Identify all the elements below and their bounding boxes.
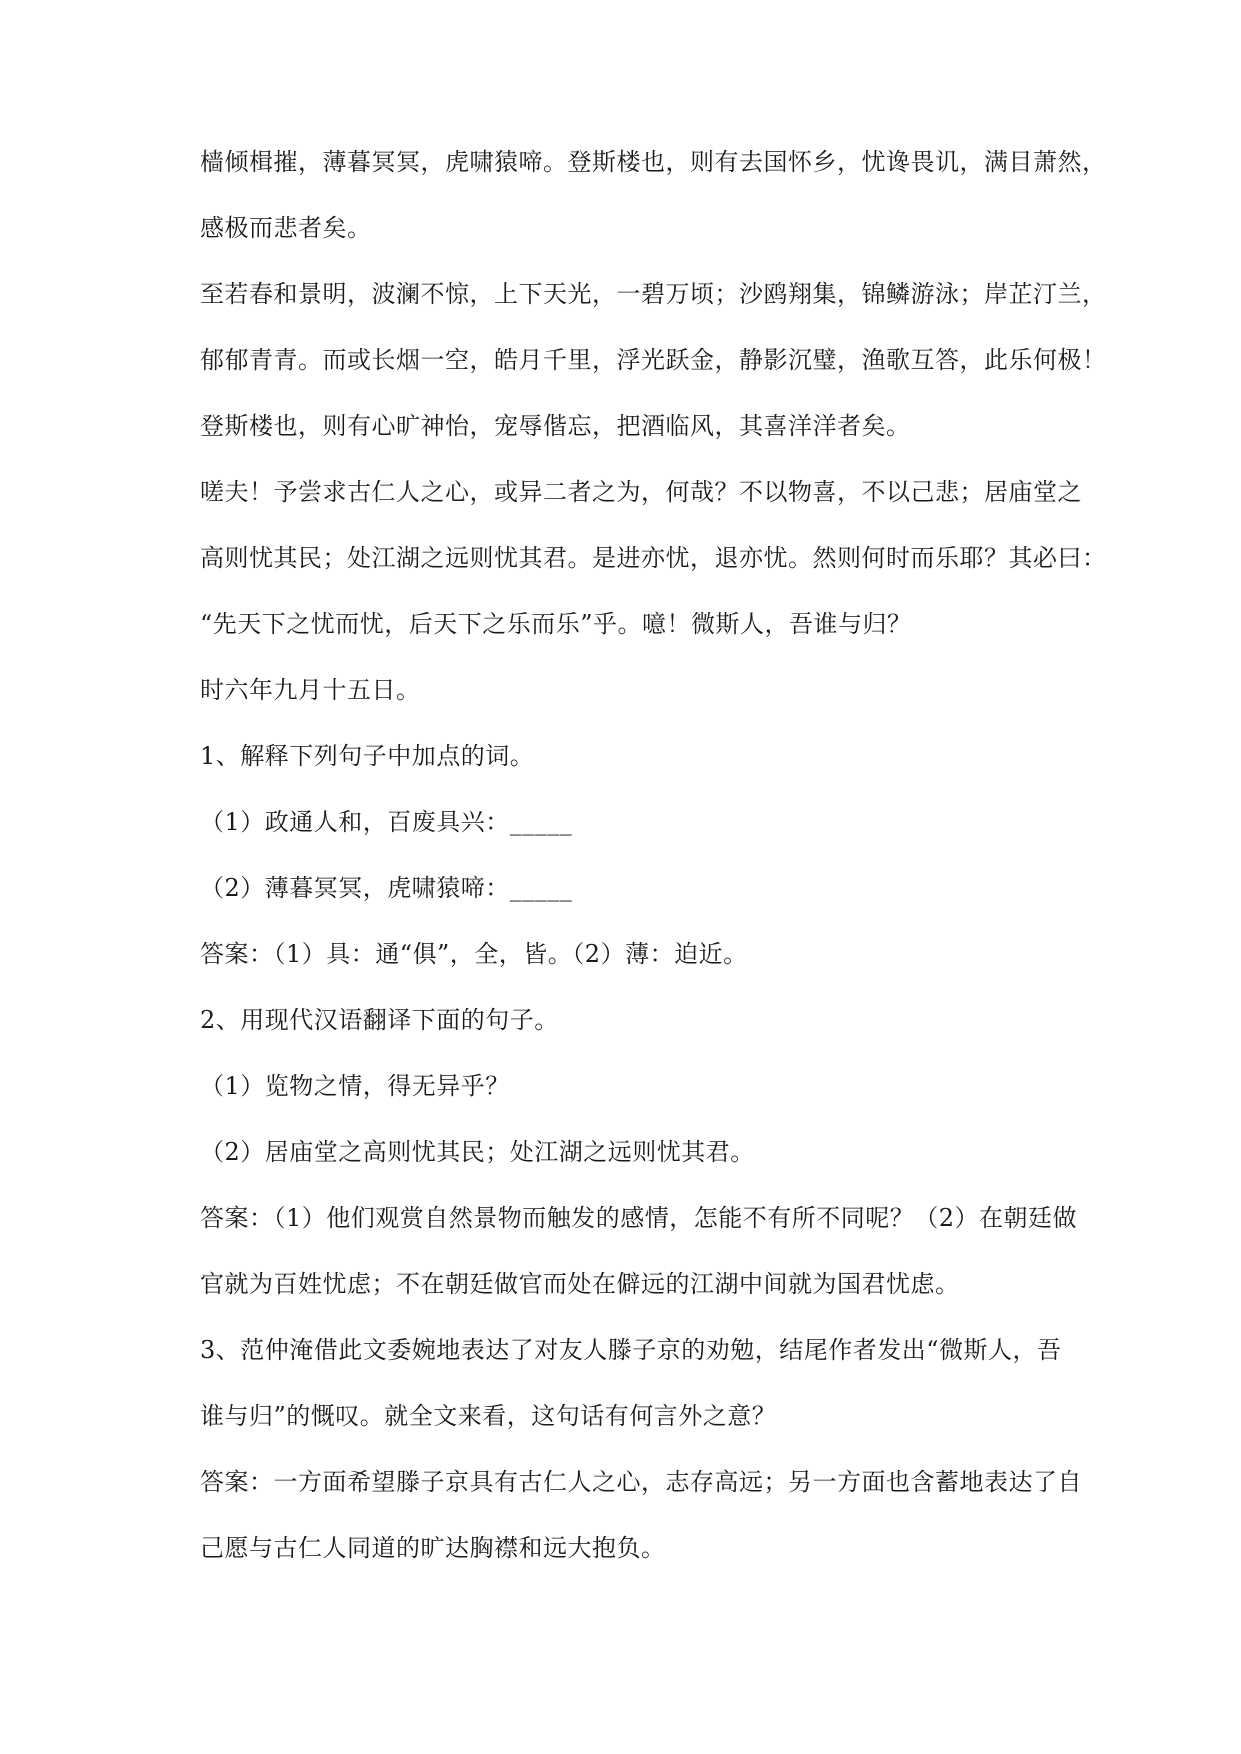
text-line: “先天下之忧而忧，后天下之乐而乐”乎。噫！微斯人，吾谁与归？ bbox=[200, 610, 912, 638]
question-1-item-1: （1）政通人和，百废具兴：_____ bbox=[200, 808, 573, 836]
answer-3: 答案：一方面希望滕子京具有古仁人之心，志存高远；另一方面也含蓄地表达了自 bbox=[200, 1468, 1082, 1496]
question-1: 1、解释下列句子中加点的词。 bbox=[200, 742, 535, 770]
answer-3-continued: 己愿与古仁人同道的旷达胸襟和远大抱负。 bbox=[200, 1534, 666, 1562]
text-line: 樯倾楫摧，薄暮冥冥，虎啸猿啼。登斯楼也，则有去国怀乡，忧谗畏讥，满目萧然， bbox=[200, 148, 1107, 176]
text-line: 嗟夫！予尝求古仁人之心，或异二者之为，何哉？不以物喜，不以己悲；居庙堂之 bbox=[200, 478, 1082, 506]
text-line: 郁郁青青。而或长烟一空，皓月千里，浮光跃金，静影沉璧，渔歌互答，此乐何极！ bbox=[200, 346, 1107, 374]
question-2: 2、用现代汉语翻译下面的句子。 bbox=[200, 1006, 559, 1034]
question-2-item-1: （1）览物之情，得无异乎？ bbox=[200, 1072, 510, 1100]
question-2-item-2: （2）居庙堂之高则忧其民；处江湖之远则忧其君。 bbox=[200, 1138, 755, 1166]
question-1-item-2: （2）薄暮冥冥，虎啸猿啼：_____ bbox=[200, 874, 573, 902]
text-line: 高则忧其民；处江湖之远则忧其君。是进亦忧，退亦忧。然则何时而乐耶？其必曰： bbox=[200, 544, 1107, 572]
question-3: 3、范仲淹借此文委婉地表达了对友人滕子京的劝勉，结尾作者发出“微斯人，吾 bbox=[200, 1336, 1062, 1364]
document-body bbox=[200, 142, 1107, 1568]
text-line: 至若春和景明，波澜不惊，上下天光，一碧万顷；沙鸥翔集，锦鳞游泳；岸芷汀兰， bbox=[200, 280, 1107, 308]
answer-2: 答案：（1）他们观赏自然景物而触发的感情，怎能不有所不同呢？（2）在朝廷做 bbox=[200, 1204, 1078, 1232]
question-3-continued: 谁与归”的慨叹。就全文来看，这句话有何言外之意？ bbox=[200, 1402, 777, 1430]
text-line: 登斯楼也，则有心旷神怡，宠辱偕忘，把酒临风，其喜洋洋者矣。 bbox=[200, 412, 911, 440]
text-line: 感极而悲者矣。 bbox=[200, 214, 372, 242]
answer-2-continued: 官就为百姓忧虑；不在朝廷做官而处在僻远的江湖中间就为国君忧虑。 bbox=[200, 1270, 960, 1298]
date-line: 时六年九月十五日。 bbox=[200, 676, 421, 704]
answer-1: 答案：（1）具：通“俱”，全，皆。（2）薄：迫近。 bbox=[200, 940, 748, 968]
